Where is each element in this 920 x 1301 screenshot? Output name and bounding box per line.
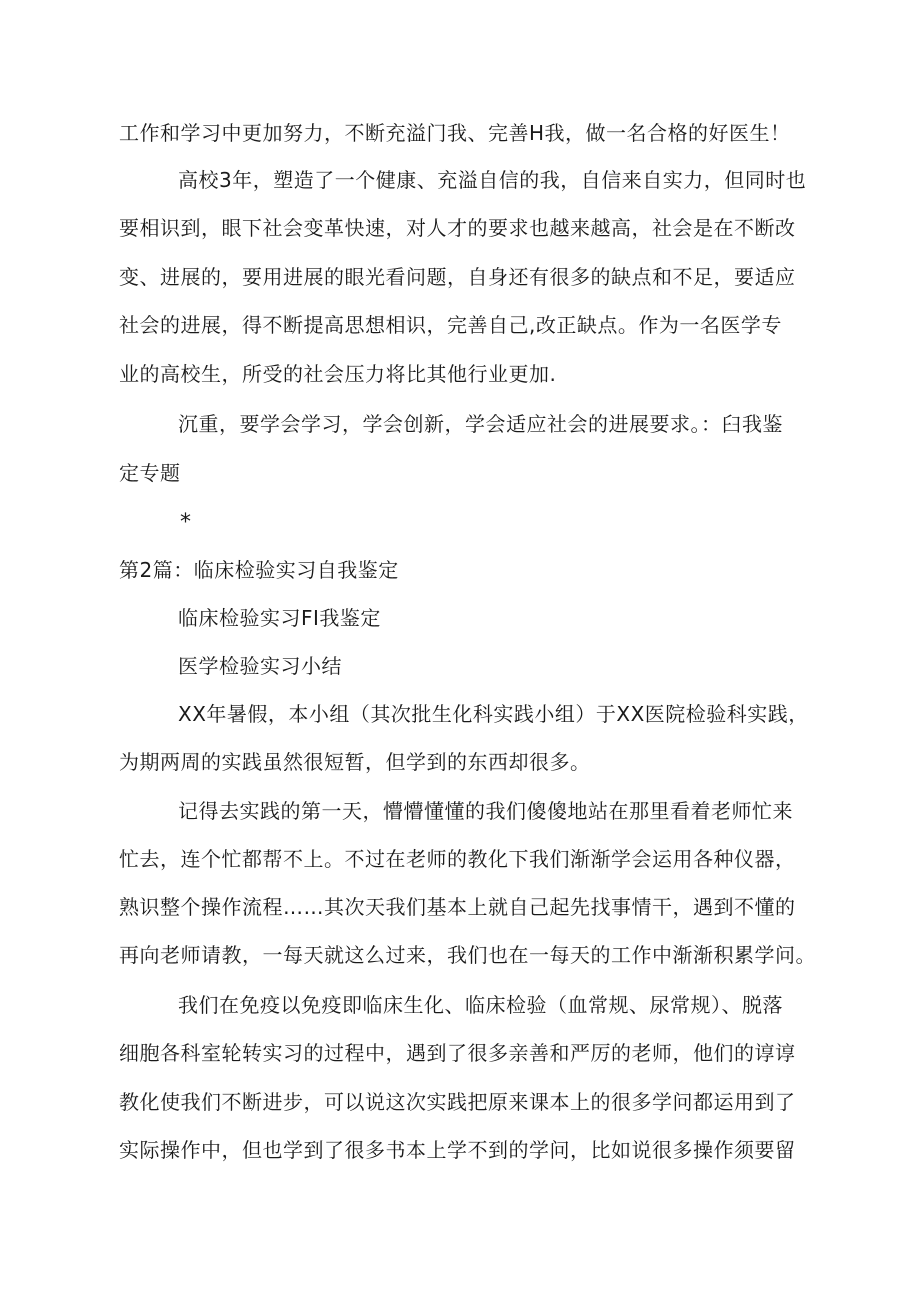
paragraph-line: 变、进展的，要用进展的眼光看问题，自身还有很多的缺点和不足，要适应 xyxy=(119,265,796,289)
paragraph-line: 我们在免疫以免疫即临床生化、临床检验（血常规、尿常规）、脱落 xyxy=(178,993,783,1017)
paragraph-line: 工作和学习中更加努力，不断充溢门我、完善H我，做一名合格的好医生！ xyxy=(119,121,791,145)
paragraph-line: 定专题 xyxy=(119,461,181,485)
paragraph-line: 沉重，要学会学习，学会创新，学会适应社会的进展要求。：臼我鉴 xyxy=(178,412,783,436)
separator-asterisk: * xyxy=(180,510,192,535)
paragraph-line: 实际操作中，但也学到了很多书本上学不到的学问，比如说很多操作须要留 xyxy=(119,1138,796,1162)
paragraph-line: 社会的进展，得不断提高思想相识，完善自己,改正缺点。作为一名医学专 xyxy=(119,313,782,337)
paragraph-line: 要相识到，眼下社会变革快速，对人才的要求也越来越高，社会是在不断改 xyxy=(119,216,796,240)
paragraph-line: 教化使我们不断进步，可以说这次实践把原来课本上的很多学问都运用到了 xyxy=(119,1090,796,1114)
paragraph-line: 忙去，连个忙都帮不上。不过在老师的教化下我们渐渐学会运用各种仪器， xyxy=(119,847,796,871)
paragraph-line: 再向老师请教，一每天就这么过来，我们也在一每天的工作中渐渐积累学问。 xyxy=(119,943,816,967)
paragraph-line: 记得去实践的第一天，懵懵懂懂的我们傻傻地站在那里看着老师忙来 xyxy=(178,799,793,823)
paragraph-line: 为期两周的实践虽然很短暂，但学到的东西却很多。 xyxy=(119,750,591,774)
paragraph-line: 熟识整个操作流程……其次天我们基本上就自己起先找事情干，遇到不懂的 xyxy=(119,895,796,919)
paragraph-line: 细胞各科室轮转实习的过程中，遇到了很多亲善和严厉的老师，他们的谆谆 xyxy=(119,1041,796,1065)
paragraph-line: XX年暑假，本小组（其次批生化科实践小组）于XX医院检验科实践， xyxy=(178,702,809,726)
paragraph-line: 高校3年，塑造了一个健康、充溢自信的我，自信来自实力，但同时也 xyxy=(178,168,807,192)
paragraph-line: 业的高校生，所受的社会压力将比其他行业更加. xyxy=(119,362,557,386)
subheading: 临床检验实习FI我鉴定 xyxy=(178,606,381,630)
section-heading: 第2篇：临床检验实习自我鉴定 xyxy=(119,558,399,582)
subheading: 医学检验实习小结 xyxy=(178,654,342,678)
